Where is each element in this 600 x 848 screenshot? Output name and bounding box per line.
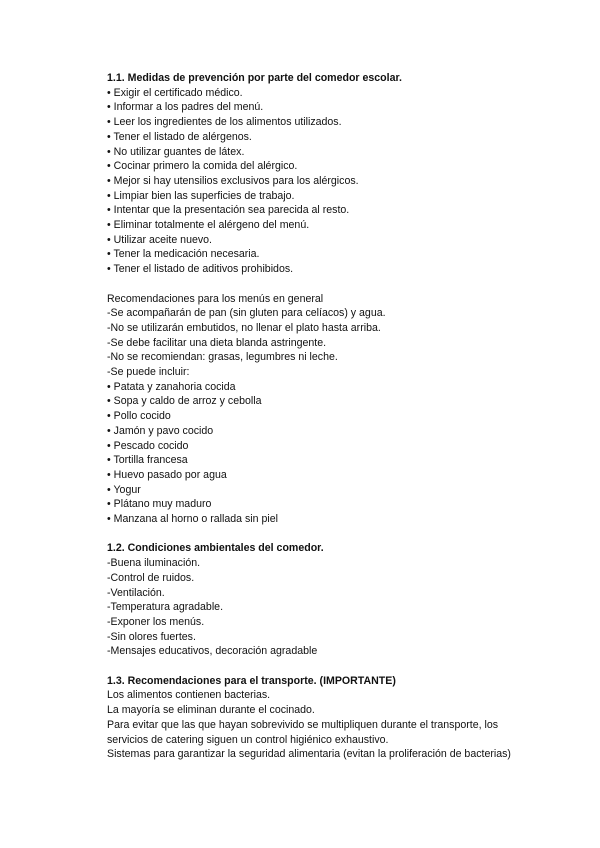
list-item: • Plátano muy maduro [107, 498, 212, 511]
list-item: • Intentar que la presentación sea parecida al resto. [107, 204, 350, 217]
menu-recommendation-line: -Se debe facilitar una dieta blanda astringente. [107, 336, 327, 349]
list-item: • Limpiar bien las superficies de trabajo. [107, 189, 295, 202]
list-item: • Utilizar aceite nuevo. [107, 233, 212, 246]
list-item: • Tortilla francesa [107, 454, 188, 467]
list-item: -Control de ruidos. [107, 571, 195, 584]
list-item: • Sopa y caldo de arroz y cebolla [107, 395, 262, 408]
list-item: • Informar a los padres del menú. [107, 101, 264, 114]
section-1-1-heading: 1.1. Medidas de prevención por parte del comedor escolar. [107, 72, 402, 84]
transport-paragraph: Sistemas para garantizar la seguridad alimentaria (evitan la proliferación de bacterias) [107, 748, 511, 761]
menu-recommendation-line: -Se puede incluir: [107, 366, 190, 379]
list-item: • Mejor si hay utensilios exclusivos para los alérgicos. [107, 174, 359, 187]
transport-paragraph: Los alimentos contienen bacterias. [107, 689, 271, 702]
document-page [107, 71, 527, 762]
list-item: -Mensajes educativos, decoración agradable [107, 645, 318, 658]
list-item: • Leer los ingredientes de los alimentos utilizados. [107, 116, 342, 129]
spacer [107, 277, 527, 292]
spacer [107, 659, 527, 674]
prevention-measures-list [107, 86, 527, 277]
list-item: -Sin olores fuertes. [107, 630, 196, 643]
list-item: • Huevo pasado por agua [107, 468, 227, 481]
spacer [107, 527, 527, 542]
list-item: • Jamón y pavo cocido [107, 424, 214, 437]
list-item: • Pollo cocido [107, 410, 171, 423]
menu-recommendations-heading: Recomendaciones para los menús en general [107, 292, 324, 305]
section-1-3-heading: 1.3. Recomendaciones para el transporte. (IMPORTANTE) [107, 674, 396, 687]
list-item: -Exponer los menús. [107, 615, 205, 628]
list-item: • Tener el listado de aditivos prohibidos. [107, 263, 294, 276]
list-item: • Tener el listado de alérgenos. [107, 130, 252, 143]
list-item: • Yogur [107, 483, 141, 496]
list-item: -Temperatura agradable. [107, 601, 224, 614]
list-item: • Pescado cocido [107, 439, 189, 452]
list-item: • No utilizar guantes de látex. [107, 145, 245, 158]
list-item: • Tener la medicación necesaria. [107, 248, 260, 261]
menu-recommendation-line: -No se recomiendan: grasas, legumbres ni leche. [107, 351, 338, 364]
list-item: -Ventilación. [107, 586, 165, 599]
transport-paragraph: Para evitar que las que hayan sobrevivido se multipliquen durante el transporte, los servicios de catering siguen un control higiénico exhaustivo. [107, 718, 499, 746]
dining-conditions-list [107, 556, 527, 659]
list-item: -Buena iluminación. [107, 557, 201, 570]
list-item: • Manzana al horno o rallada sin piel [107, 513, 278, 526]
recommended-foods-list [107, 380, 527, 527]
list-item: • Cocinar primero la comida del alérgico. [107, 160, 298, 173]
menu-recommendation-line: -No se utilizarán embutidos, no llenar el plato hasta arriba. [107, 321, 381, 334]
list-item: • Patata y zanahoria cocida [107, 380, 236, 393]
list-item: • Exigir el certificado médico. [107, 86, 243, 99]
list-item: • Eliminar totalmente el alérgeno del menú. [107, 219, 310, 232]
menu-recommendation-line: -Se acompañarán de pan (sin gluten para celíacos) y agua. [107, 307, 386, 320]
section-1-2-heading: 1.2. Condiciones ambientales del comedor. [107, 542, 324, 555]
transport-paragraph: La mayoría se eliminan durante el cocinado. [107, 704, 315, 717]
